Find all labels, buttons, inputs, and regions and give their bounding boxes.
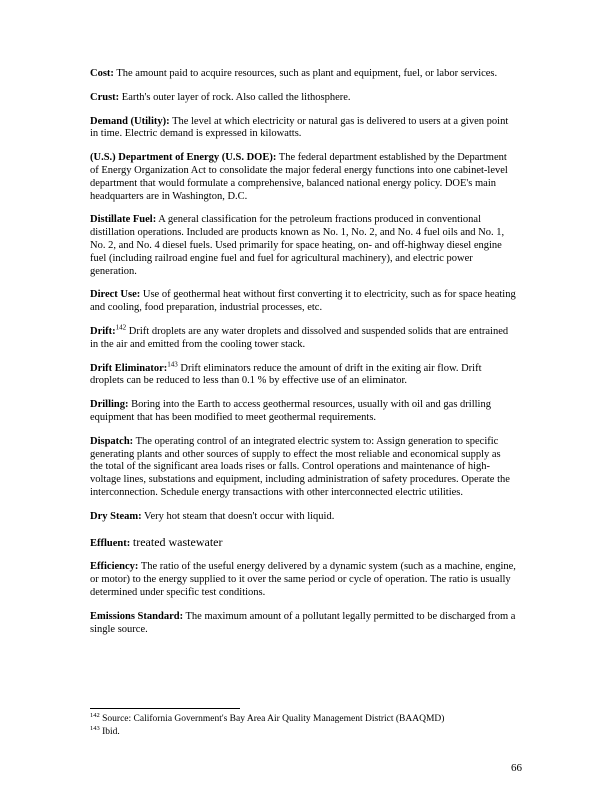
definition: Boring into the Earth to access geothermal resources, usually with oil and gas drilling equipment that has been modified to meet geothermal requirements. xyxy=(90,399,491,423)
glossary-entry xyxy=(90,214,516,278)
definition: Drift droplets are any water droplets and dissolved and suspended solids that are entrained in the air and emitted from the cooling tower stack. xyxy=(90,325,509,350)
term: Effluent: xyxy=(90,537,131,549)
glossary-content xyxy=(90,68,516,647)
glossary-entry xyxy=(90,611,516,637)
definition: treated wastewater xyxy=(132,534,223,549)
glossary-entry xyxy=(90,436,516,500)
definition: A general classification for the petroleum fractions produced in conventional distillation operations. Included are products known as No. 1, No. 2, and No. 4 fuel oils and No. 1, No. 2, and No. 4 diesel fuels. Used primarily for space heating, on- and off-highway diesel engine fuel (including railroad engine fuel and fuel for agricultural machinery), and electric power generation. xyxy=(90,214,505,277)
term: (U.S.) Department of Energy (U.S. DOE): xyxy=(90,152,277,164)
term: Drift: xyxy=(90,325,116,337)
glossary-entry xyxy=(90,535,516,551)
definition: The ratio of the useful energy delivered by a dynamic system (such as a machine, engine, or motor) to the energy supplied to it over the same period or cycle of operation. The ratio is usually determined under specific test conditions. xyxy=(90,561,516,598)
glossary-entry xyxy=(90,92,516,105)
term: Efficiency: xyxy=(90,561,139,573)
definition: The federal department established by the Department of Energy Organization Act to consolidate the major federal energy functions into one cabinet-level department that would formulate a comprehensive, balanced national energy policy. DOE's main headquarters are in Washington, D.C. xyxy=(90,152,508,202)
footnote-text: Ibid. xyxy=(102,726,120,737)
definition: The operating control of an integrated electric system to: Assign generation to specific generating plants and other sources of supply to effect the most reliable and economical supply as the total of the significant area loads rises or falls. Control operations and maintenance of high-voltage lines, substations and equipment, including administration of safety procedures. Operate the interconnection. Schedule energy transactions with other interconnected electric utilities. xyxy=(90,435,510,498)
footnotes-section xyxy=(90,708,516,739)
term: Dry Steam: xyxy=(90,510,142,522)
term: Emissions Standard: xyxy=(90,610,184,622)
term: Crust: xyxy=(90,91,120,103)
definition: The level at which electricity or natural gas is delivered to users at a given point in time. Electric demand is expressed in kilowatts. xyxy=(90,115,509,140)
footnote-text: Source: California Government's Bay Area Air Quality Management District (BAAQMD) xyxy=(102,714,445,724)
definition: Drift eliminators reduce the amount of drift in the exiting air flow. Drift droplets can be reduced to less than 0.1 % by effective use of an eliminator. xyxy=(90,362,482,387)
footnote xyxy=(90,726,516,739)
glossary-entry xyxy=(90,152,516,203)
footnote xyxy=(90,713,516,726)
definition: Very hot steam that doesn't occur with liquid. xyxy=(144,510,335,522)
glossary-entry xyxy=(90,323,516,352)
glossary-entry xyxy=(90,360,516,389)
footnote-ref: 142 xyxy=(115,323,127,332)
footnote-marker: 143 xyxy=(90,724,100,732)
glossary-entry xyxy=(90,399,516,425)
definition: The amount paid to acquire resources, such as plant and equipment, fuel, or labor services. xyxy=(116,68,498,79)
glossary-entry xyxy=(90,289,516,315)
footnote-marker: 142 xyxy=(90,711,100,719)
footnote-ref: 143 xyxy=(167,360,178,369)
glossary-entry xyxy=(90,116,516,142)
term: Direct Use: xyxy=(90,289,141,301)
page-number: 66 xyxy=(511,762,522,774)
definition: Earth's outer layer of rock. Also called the lithosphere. xyxy=(121,91,351,103)
term: Cost: xyxy=(90,68,114,79)
definition: Use of geothermal heat without first converting it to electricity, such as for space heating and cooling, food preparation, industrial processes, etc. xyxy=(90,289,516,314)
term: Distillate Fuel: xyxy=(90,214,157,226)
term: Demand (Utility): xyxy=(90,115,170,127)
term: Drift Eliminator: xyxy=(90,362,168,374)
glossary-entry xyxy=(90,511,516,524)
term: Dispatch: xyxy=(90,435,134,447)
glossary-entry xyxy=(90,561,516,599)
glossary-entry xyxy=(90,68,516,81)
term: Drilling: xyxy=(90,399,129,411)
definition: The maximum amount of a pollutant legally permitted to be discharged from a single source. xyxy=(90,610,516,635)
footnote-separator xyxy=(90,708,240,709)
